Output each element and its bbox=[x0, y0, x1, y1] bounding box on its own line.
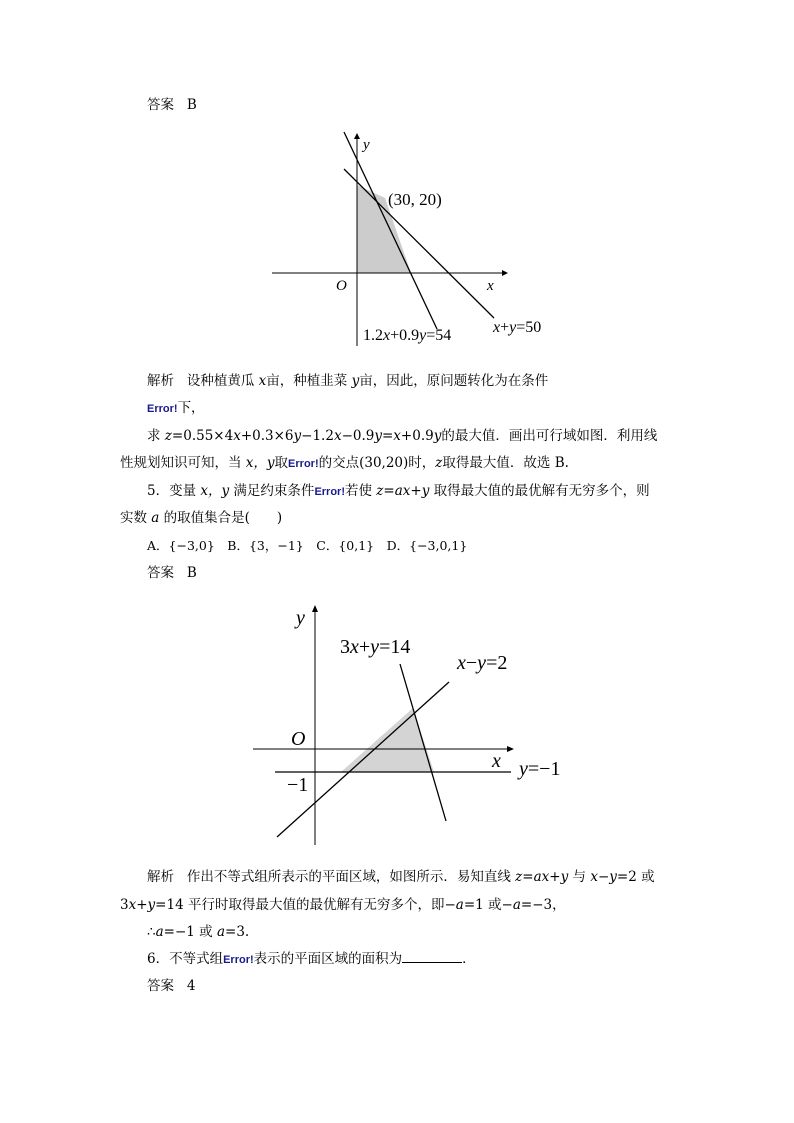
x-axis-arrow-1 bbox=[502, 270, 508, 276]
answer-line-1 bbox=[147, 96, 197, 114]
neg-one-label: −1 bbox=[287, 774, 309, 796]
line-x-y-2-label: x−y=2 bbox=[457, 652, 508, 674]
answer-label: 答案 bbox=[147, 565, 174, 581]
point-label: (30, 20) bbox=[388, 190, 442, 209]
var-y: y bbox=[609, 869, 617, 885]
feasible-region-2 bbox=[341, 708, 434, 772]
var-x: x bbox=[128, 897, 137, 913]
text-span: 表示的平面区域的面积为 bbox=[253, 951, 403, 967]
analysis-2-line-3 bbox=[147, 923, 249, 941]
text-span: = bbox=[522, 869, 534, 885]
text-span: 取得最大值．故选 B. bbox=[442, 455, 569, 471]
line-3x-y-14-label: 3x+y=14 bbox=[340, 636, 411, 658]
text-span: +0.3×6 bbox=[240, 428, 294, 444]
answer-line-3 bbox=[147, 977, 195, 995]
figure-2-graph bbox=[243, 592, 579, 848]
text-span: + bbox=[410, 483, 422, 499]
text-span: 与 bbox=[568, 869, 591, 885]
text-span: +0.9 bbox=[400, 428, 434, 444]
text-span: =−1 或 bbox=[163, 924, 217, 940]
text-span: =3. bbox=[225, 924, 250, 940]
error-placeholder: Error! bbox=[223, 954, 254, 966]
var-ax: ax bbox=[394, 483, 411, 499]
text-span: 取得最大值的最优解有无穷多个，则 bbox=[429, 483, 650, 499]
x-axis-label-1: x bbox=[487, 278, 494, 294]
analysis-1-line-2 bbox=[147, 399, 205, 418]
text-span: 求 bbox=[147, 428, 165, 444]
text-span: 5．变量 bbox=[147, 483, 201, 499]
question-5-options bbox=[147, 537, 467, 555]
text-span: 若使 bbox=[345, 483, 377, 499]
answer-label: 答案 bbox=[147, 978, 174, 994]
var-y: y bbox=[374, 428, 382, 444]
y-axis-label-2: y bbox=[296, 607, 305, 629]
figure-1-graph bbox=[262, 122, 562, 354]
text-span: 取 bbox=[274, 455, 289, 471]
x-axis-label-2: x bbox=[492, 750, 501, 772]
question-5-line-2 bbox=[120, 509, 282, 527]
var-y: y bbox=[351, 373, 360, 389]
text-span: = bbox=[383, 483, 395, 499]
var-x: x bbox=[393, 428, 401, 444]
text-span: − bbox=[597, 869, 610, 885]
question-5-line-1 bbox=[147, 482, 650, 501]
text-span: ． bbox=[462, 951, 476, 967]
line-1-label: 1.2x+0.9y=54 bbox=[363, 327, 452, 344]
text-span: = bbox=[381, 428, 394, 444]
text-span: 6．不等式组 bbox=[147, 951, 224, 967]
analysis-1-line-3 bbox=[147, 427, 657, 445]
y-axis-label-1: y bbox=[363, 137, 370, 153]
y-axis-arrow-2 bbox=[312, 605, 318, 612]
var-a: a bbox=[151, 510, 160, 526]
text-span: =14 平行时取得最大值的最优解有无穷多个，即− bbox=[155, 897, 456, 913]
text-span: =−3， bbox=[520, 897, 566, 913]
var-y: y bbox=[560, 869, 569, 885]
text-span: 亩，种植韭菜 bbox=[266, 373, 352, 389]
text-span: 的取值集合是( ) bbox=[159, 510, 283, 526]
var-z: z bbox=[376, 483, 384, 499]
var-a: a bbox=[216, 924, 226, 940]
text-span: ∴ bbox=[147, 924, 156, 940]
text-span: =2 或 bbox=[616, 869, 655, 885]
answer-value: 4 bbox=[186, 978, 196, 994]
answer-label: 答案 bbox=[147, 97, 174, 113]
text-span: 下， bbox=[177, 400, 205, 416]
text-span: 设种植黄瓜 bbox=[186, 373, 259, 389]
text-span: 的交点(30,20)时， bbox=[318, 455, 436, 471]
text-span: −1.2 bbox=[301, 428, 334, 444]
text-span: 满足约束条件 bbox=[229, 483, 315, 499]
var-y: y bbox=[421, 483, 430, 499]
var-a: a bbox=[512, 897, 521, 913]
analysis-label: 解析 bbox=[147, 373, 174, 389]
options-text: A．{−3,0} B．{3，−1} C．{0,1} D．{−3,0,1} bbox=[147, 538, 468, 553]
var-y: y bbox=[293, 428, 302, 444]
answer-value: B bbox=[186, 97, 197, 113]
analysis-2-line-1 bbox=[147, 868, 655, 886]
var-ax: ax bbox=[533, 869, 550, 885]
var-a: a bbox=[155, 924, 164, 940]
answer-line-2 bbox=[147, 564, 197, 582]
origin-label-2: O bbox=[291, 728, 306, 750]
text-span: + bbox=[549, 869, 561, 885]
answer-blank bbox=[402, 950, 462, 963]
text-span: =0.55×4 bbox=[171, 428, 234, 444]
origin-label-1: O bbox=[336, 278, 347, 294]
var-x: x bbox=[233, 428, 241, 444]
text-span: 的最大值．画出可行域如图．利用线 bbox=[441, 428, 658, 444]
text-span: + bbox=[136, 897, 148, 913]
var-y: y bbox=[147, 897, 156, 913]
text-span: 作出不等式组所表示的平面区域，如图所示．易知直线 bbox=[186, 869, 516, 885]
var-xy: x，y bbox=[200, 483, 230, 499]
analysis-1-line-1 bbox=[147, 372, 548, 390]
var-a: a bbox=[455, 897, 464, 913]
text-span: 性规划知识可知，当 bbox=[120, 455, 246, 471]
var-z: z bbox=[164, 428, 172, 444]
var-z: z bbox=[515, 869, 523, 885]
var-x: x bbox=[333, 428, 342, 444]
var-z: z bbox=[435, 455, 443, 471]
y-axis-arrow-1 bbox=[354, 133, 360, 139]
question-6-line-1 bbox=[147, 950, 476, 969]
var-xy: x，y bbox=[245, 455, 275, 471]
text-span: 亩，因此，原问题转化为在条件 bbox=[359, 373, 549, 389]
analysis-1-line-4 bbox=[120, 454, 569, 473]
var-x: x bbox=[590, 869, 598, 885]
analysis-2-line-2 bbox=[120, 896, 566, 914]
analysis-label: 解析 bbox=[147, 869, 174, 885]
var-y: y bbox=[433, 428, 442, 444]
text-span: −0.9 bbox=[341, 428, 375, 444]
line-y-neg1-label: y=−1 bbox=[519, 758, 561, 780]
error-placeholder: Error! bbox=[288, 458, 319, 470]
error-placeholder: Error! bbox=[147, 403, 178, 415]
answer-value: B bbox=[186, 565, 197, 581]
text-span: =1 或− bbox=[463, 897, 513, 913]
text-span: 3 bbox=[120, 897, 129, 913]
x-axis-arrow-2 bbox=[507, 746, 514, 752]
error-placeholder: Error! bbox=[314, 486, 345, 498]
var-x: x bbox=[258, 373, 267, 389]
line-2-label: x+y=50 bbox=[493, 319, 542, 336]
text-span: 实数 bbox=[120, 510, 152, 526]
